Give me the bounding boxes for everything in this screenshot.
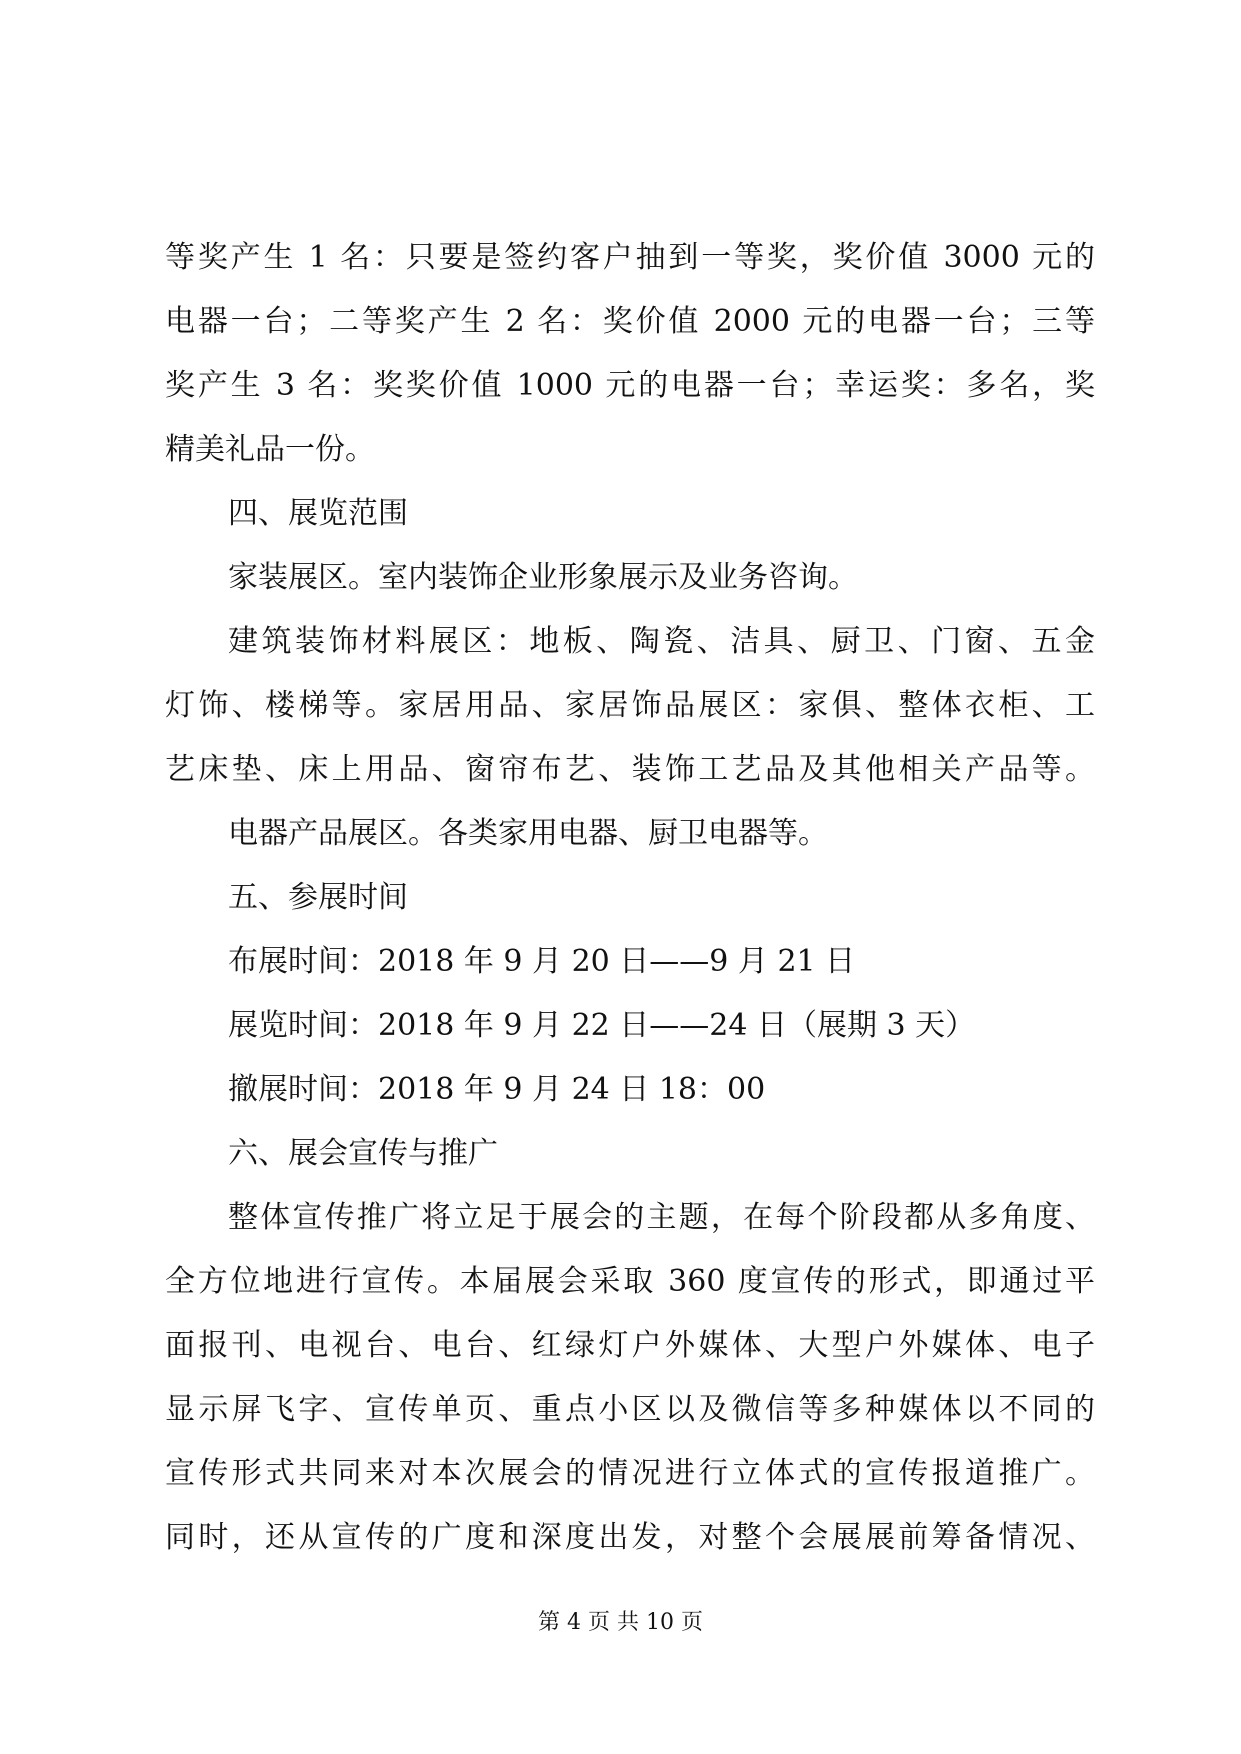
paragraph-line: 建筑装饰材料展区：地板、陶瓷、洁具、厨卫、门窗、五金 <box>228 624 1095 659</box>
paragraph-line: 整体宣传推广将立足于展会的主题，在每个阶段都从多角度、 <box>228 1200 1095 1235</box>
paragraph-line: 电器产品展区。各类家用电器、厨卫电器等。 <box>228 816 828 851</box>
text-line: 灯饰、楼梯等。家居用品、家居饰品展区：家俱、整体衣柜、工 <box>165 688 1095 723</box>
text-line: 全方位地进行宣传。本届展会采取 360 度宣传的形式，即通过平 <box>165 1264 1095 1299</box>
schedule-line: 展览时间：2018 年 9 月 22 日——24 日（展期 3 天） <box>228 1008 976 1043</box>
text-line: 等奖产生 1 名：只要是签约客户抽到一等奖，奖价值 3000 元的 <box>165 240 1095 275</box>
text-line: 奖产生 3 名：奖奖价值 1000 元的电器一台；幸运奖：多名，奖 <box>165 368 1095 403</box>
page-footer: 第 4 页 共 10 页 <box>538 1610 703 1635</box>
section-heading: 五、参展时间 <box>228 880 408 915</box>
text-line: 精美礼品一份。 <box>165 432 375 467</box>
schedule-line: 撤展时间：2018 年 9 月 24 日 18：00 <box>228 1072 766 1107</box>
text-line: 电器一台；二等奖产生 2 名：奖价值 2000 元的电器一台；三等 <box>165 304 1095 339</box>
schedule-line: 布展时间：2018 年 9 月 20 日——9 月 21 日 <box>228 944 856 979</box>
text-line: 面报刊、电视台、电台、红绿灯户外媒体、大型户外媒体、电子 <box>165 1328 1095 1363</box>
text-line: 宣传形式共同来对本次展会的情况进行立体式的宣传报道推广。 <box>165 1456 1095 1491</box>
text-line: 艺床垫、床上用品、窗帘布艺、装饰工艺品及其他相关产品等。 <box>165 752 1095 787</box>
section-heading: 六、展会宣传与推广 <box>228 1136 498 1171</box>
text-line: 同时，还从宣传的广度和深度出发，对整个会展展前筹备情况、 <box>165 1520 1095 1555</box>
text-line: 显示屏飞字、宣传单页、重点小区以及微信等多种媒体以不同的 <box>165 1392 1095 1427</box>
paragraph-line: 家装展区。室内装饰企业形象展示及业务咨询。 <box>228 560 858 595</box>
section-heading: 四、展览范围 <box>228 496 408 531</box>
